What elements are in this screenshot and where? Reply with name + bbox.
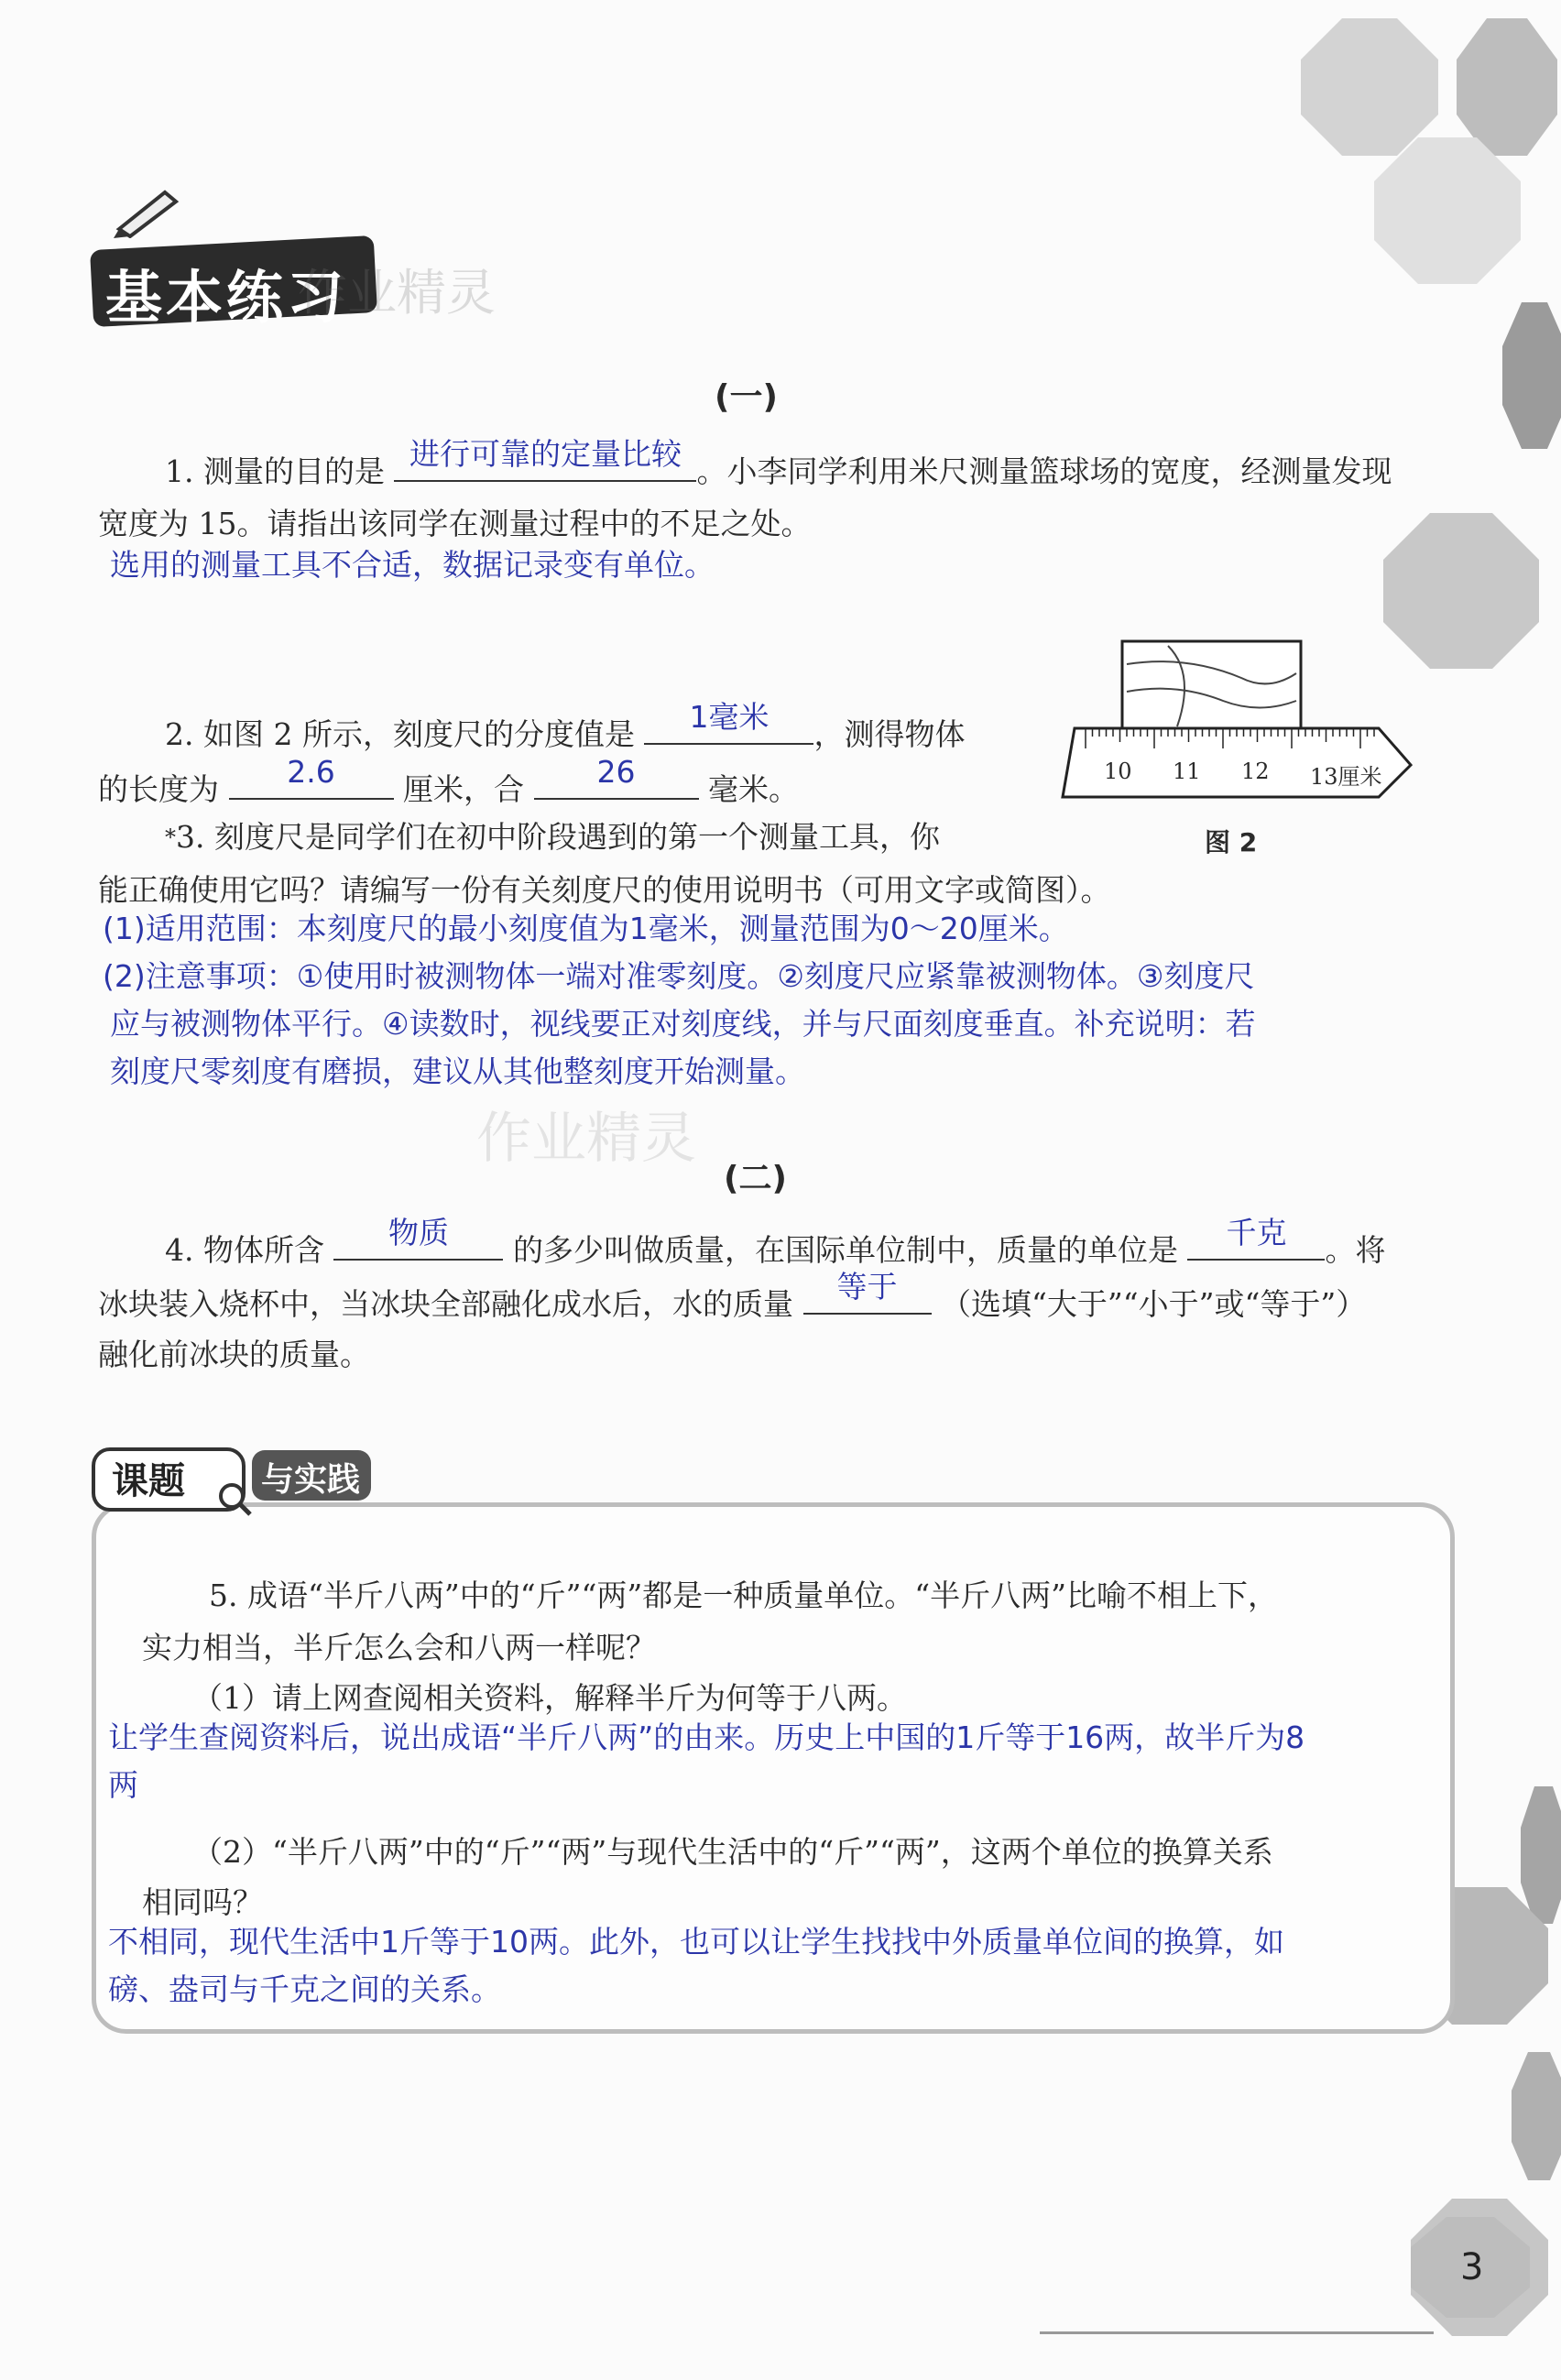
- magnifier-icon: [215, 1479, 252, 1516]
- ruler-tick-11: 11: [1173, 759, 1201, 784]
- q1-blank[interactable]: 进行可靠的定量比较: [394, 447, 696, 482]
- section-header-basic: [92, 234, 496, 331]
- q3-answer-1: (1)适用范围：本刻度尺的最小刻度值为1毫米，测量范围为0～20厘米。: [103, 911, 1069, 946]
- q3-answer-3: 应与被测物体平行。④读数时，视线要正对刻度线，并与尺面刻度垂直。补充说明：若: [110, 1006, 1256, 1042]
- pencil-icon: [110, 183, 192, 238]
- practice-title-a: 课题: [112, 1460, 185, 1502]
- question-1: 1. 测量的目的是 进行可靠的定量比较 。小李同学利用米尺测量篮球场的宽度，经测量发现: [165, 436, 1392, 489]
- question-3-line1: *3. 刻度尺是同学们在初中阶段遇到的第一个测量工具，你: [165, 819, 940, 855]
- figure-2-caption: 图 2: [1205, 827, 1258, 857]
- question-4-line3: 融化前冰块的质量。: [98, 1337, 370, 1372]
- q2-blank-3[interactable]: 26: [534, 765, 699, 800]
- footer-rule: [1040, 2331, 1434, 2334]
- question-5-line2: 实力相当，半斤怎么会和八两一样呢？: [142, 1630, 656, 1665]
- q1-answer: 选用的测量工具不合适，数据记录变有单位。: [110, 547, 715, 583]
- question-5-sub2-line1: （2）“半斤八两”中的“斤”“两”与现代生活中的“斤”“两”，这两个单位的换算关系: [192, 1834, 1273, 1870]
- q4-blank-3[interactable]: 等于: [803, 1280, 932, 1315]
- q2-blank-1[interactable]: 1毫米: [644, 710, 813, 745]
- q5-answer-1-line1: 让学生查阅资料后，说出成语“半斤八两”的由来。历史上中国的1斤等于16两，故半斤为8: [108, 1719, 1305, 1755]
- q5-answer-1-line2: 两: [108, 1767, 138, 1803]
- part-label-1: (一): [715, 378, 778, 416]
- part-label-2: (二): [724, 1160, 787, 1197]
- question-3-line2: 能正确使用它吗？请编写一份有关刻度尺的使用说明书（可用文字或简图）。: [98, 872, 1111, 908]
- q3-answer-4: 刻度尺零刻度有磨损，建议从其他整刻度开始测量。: [110, 1054, 805, 1089]
- q4-blank-2[interactable]: 千克: [1187, 1226, 1325, 1261]
- watermark-mid: 作业精灵: [476, 1107, 696, 1171]
- ruler-tick-12: 12: [1241, 759, 1270, 784]
- question-1-line2: 宽度为 15。请指出该同学在测量过程中的不足之处。: [98, 506, 812, 541]
- q5-answer-2-line1: 不相同，现代生活中1斤等于10两。此外，也可以让学生找找中外质量单位间的换算，如: [108, 1924, 1284, 1960]
- page-number: 3: [1460, 2246, 1484, 2288]
- figure-2-ruler: [1058, 637, 1415, 802]
- section-header-practice: [92, 1443, 385, 1516]
- ruler-tick-13: 13厘米: [1310, 764, 1382, 790]
- q2-blank-2[interactable]: 2.6: [229, 765, 394, 800]
- question-2-line2: 的长度为 2.6 厘米，合 26 毫米。: [98, 754, 799, 807]
- question-2: 2. 如图 2 所示，刻度尺的分度值是 1毫米 ，测得物体: [165, 699, 966, 752]
- question-4-line2: 冰块装入烧杯中，当冰块全部融化成水后，水的质量 等于 （选填“大于”“小于”或“等于”）: [98, 1269, 1367, 1322]
- practice-title-b: 与实践: [261, 1461, 361, 1499]
- question-5-line1: 5. 成语“半斤八两”中的“斤”“两”都是一种质量单位。“半斤八两”比喻不相上下，: [209, 1578, 1278, 1613]
- q3-answer-2: (2)注意事项：①使用时被测物体一端对准零刻度。②刻度尺应紧靠被测物体。③刻度尺: [103, 958, 1255, 994]
- section-title-basic: 基本练习: [105, 264, 348, 331]
- question-5-sub2-line2: 相同吗？: [142, 1884, 263, 1920]
- watermark-header: 作业精灵: [298, 264, 496, 322]
- question-5-sub1: （1）请上网查阅相关资料，解释半斤为何等于八两。: [192, 1680, 907, 1716]
- q4-blank-1[interactable]: 物质: [333, 1226, 503, 1261]
- q5-answer-2-line2: 磅、盎司与千克之间的关系。: [108, 1971, 501, 2007]
- question-4-line1: 4. 物体所含 物质 的多少叫做质量，在国际单位制中，质量的单位是 千克 。将: [165, 1215, 1386, 1268]
- ruler-tick-10: 10: [1104, 759, 1132, 784]
